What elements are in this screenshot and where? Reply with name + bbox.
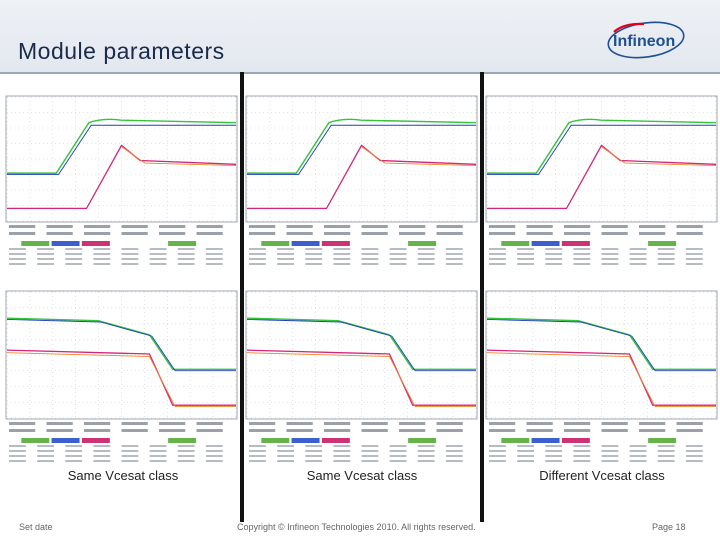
footer-copyright: Copyright © Infineon Technologies 2010. All rights reserved.	[237, 522, 476, 532]
scope-capture-5	[245, 290, 478, 468]
infineon-logo	[604, 20, 686, 60]
footer-page-number: Page 18	[652, 522, 686, 532]
column-divider-left	[240, 72, 244, 522]
scope-capture-3	[485, 95, 718, 270]
caption-middle: Same Vcesat class	[306, 468, 418, 483]
caption-right: Different Vcesat class	[539, 468, 665, 483]
scope-capture-2	[245, 95, 478, 270]
column-divider-right	[480, 72, 484, 522]
footer-date: Set date	[19, 522, 53, 532]
slide-title: Module parameters	[18, 38, 225, 64]
scope-capture-6	[485, 290, 718, 468]
header-divider	[0, 72, 720, 74]
svg-text:Infineon: Infineon	[613, 33, 676, 50]
caption-left: Same Vcesat class	[67, 468, 179, 483]
scope-capture-1	[5, 95, 238, 270]
scope-capture-4	[5, 290, 238, 468]
